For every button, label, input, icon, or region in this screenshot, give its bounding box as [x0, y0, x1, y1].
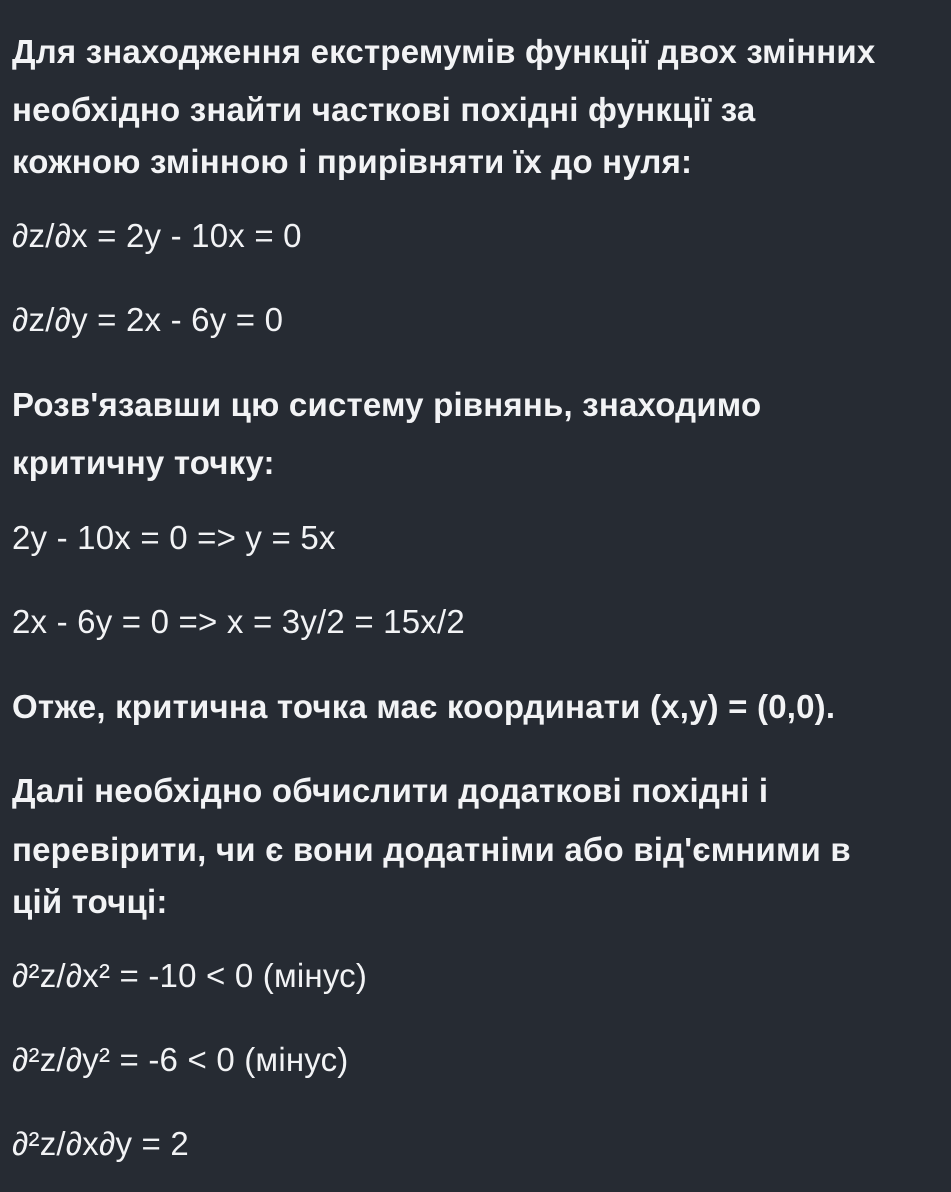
- equation-solve-y: 2y - 10x = 0 => y = 5x: [12, 519, 336, 556]
- paragraph-second-derivatives-line-1: Далі необхідно обчислити додаткові похідні і: [12, 772, 769, 809]
- paragraph-intro-line-2: необхідно знайти часткові похідні функції за: [12, 91, 756, 128]
- equation-solve-x: 2x - 6y = 0 => x = 3y/2 = 15x/2: [12, 603, 465, 640]
- equation-dz-dy: ∂z/∂y = 2x - 6y = 0: [12, 301, 284, 338]
- equation-d2z-dy2: ∂²z/∂y² = -6 < 0 (мінус): [12, 1041, 349, 1078]
- paragraph-intro-line-1: Для знаходження екстремумів функції двох змінних: [12, 33, 876, 70]
- paragraph-critical-point: Отже, критична точка має координати (x,y) = (0,0).: [12, 688, 836, 725]
- equation-d2z-dx2: ∂²z/∂x² = -10 < 0 (мінус): [12, 957, 368, 994]
- paragraph-solve-line-2: критичну точку:: [12, 444, 275, 481]
- paragraph-second-derivatives-line-3: цій точці:: [12, 883, 168, 920]
- equation-dz-dx: ∂z/∂x = 2y - 10x = 0: [12, 217, 302, 254]
- paragraph-second-derivatives-line-2: перевірити, чи є вони додатніми або від'ємними в: [12, 831, 851, 868]
- equation-d2z-dxdy: ∂²z/∂x∂y = 2: [12, 1125, 189, 1162]
- paragraph-solve-line-1: Розв'язавши цю систему рівнянь, знаходимо: [12, 386, 762, 423]
- paragraph-intro-line-3: кожною змінною і прирівняти їх до нуля:: [12, 143, 693, 180]
